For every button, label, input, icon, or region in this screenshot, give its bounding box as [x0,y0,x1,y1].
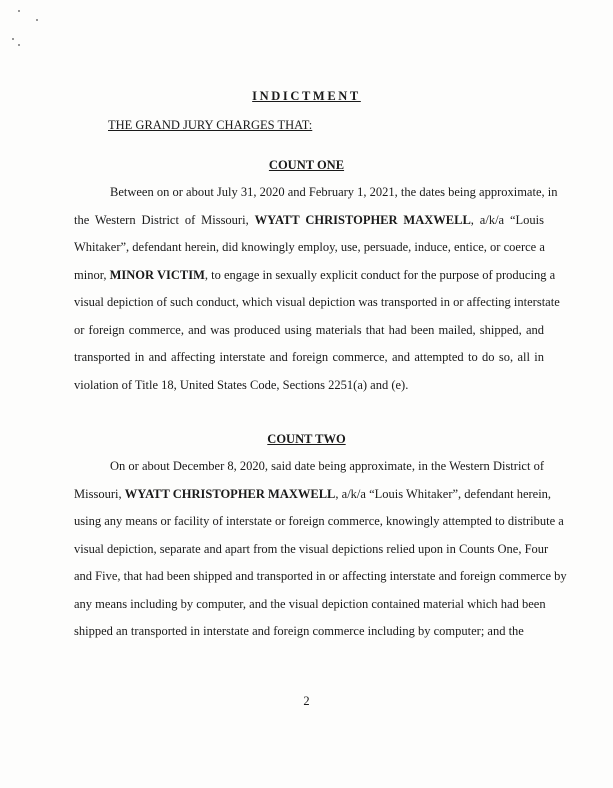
paragraph-line [74,372,544,400]
line-text: shipped an transported in interstate and foreign commerce including by computer; and the [74,624,524,638]
line-text: Whitaker”, defendant herein, did knowingly employ, use, persuade, induce, entice, or coerce a [74,240,545,254]
line-text: visual depiction of such conduct, which visual depiction was transported in or affecting interstate [74,295,560,309]
line-text: Missouri, [74,486,125,501]
bold-name: WYATT CHRISTOPHER MAXWELL [254,212,471,227]
document-title: INDICTMENT [252,89,361,103]
line-text: violation of Title 18, United States Code, Sections 2251(a) and (e). [74,377,409,392]
line-text: On or about December 8, 2020, said date being approximate, in the Western District of [110,459,544,473]
paragraph-line [74,591,544,619]
grand-jury-preamble: THE GRAND JURY CHARGES THAT: [108,118,313,132]
line-text: , a/k/a “Louis [470,212,544,227]
line-text: minor, [74,267,110,282]
paragraph-line [74,207,544,235]
count-one-heading: COUNT ONE [268,158,345,172]
line-text: or foreign commerce, and was produced using materials that had been mailed, shipped, and [74,322,544,337]
bold-name: WYATT CHRISTOPHER MAXWELL [124,486,336,501]
scan-speck [18,44,20,46]
scan-speck [12,38,14,40]
paragraph-line [74,317,544,345]
bold-name: MINOR VICTIM [109,267,205,282]
paragraph-line [74,453,544,481]
paragraph-line [74,262,556,290]
scan-speck [18,10,20,12]
count-two-paragraph [74,453,567,646]
line-text: visual depiction, separate and apart from the visual depictions relied upon in Counts One, Four [74,541,549,556]
line-text: and Five, that had been shipped and transported in or affecting interstate and foreign commerce by [74,569,567,583]
page-number: 2 [303,694,310,708]
paragraph-line [74,536,549,564]
count-two-heading: COUNT TWO [267,432,346,446]
line-text: Between on or about July 31, 2020 and February 1, 2021, the dates being approximate, in [110,185,558,199]
line-text: , a/k/a “Louis Whitaker”, defendant herein, [335,486,552,501]
paragraph-line [74,289,560,317]
line-text: any means including by computer, and the visual depiction contained material which had been [74,596,546,611]
line-text: the Western District of Missouri, [74,212,255,227]
paragraph-line [74,508,564,536]
paragraph-line [74,344,544,372]
paragraph-line [74,179,558,207]
paragraph-line [74,563,567,591]
paragraph-line [74,481,552,509]
count-one-paragraph [74,179,560,399]
scan-speck [36,19,38,21]
line-text: , to engage in sexually explicit conduct for the purpose of producing a [204,267,556,282]
line-text: using any means or facility of interstate or foreign commerce, knowingly attempted to distribute a [74,514,564,528]
paragraph-line [74,618,544,646]
paragraph-line [74,234,544,262]
line-text: transported in and affecting interstate and foreign commerce, and attempted to do so, all in [74,350,544,364]
